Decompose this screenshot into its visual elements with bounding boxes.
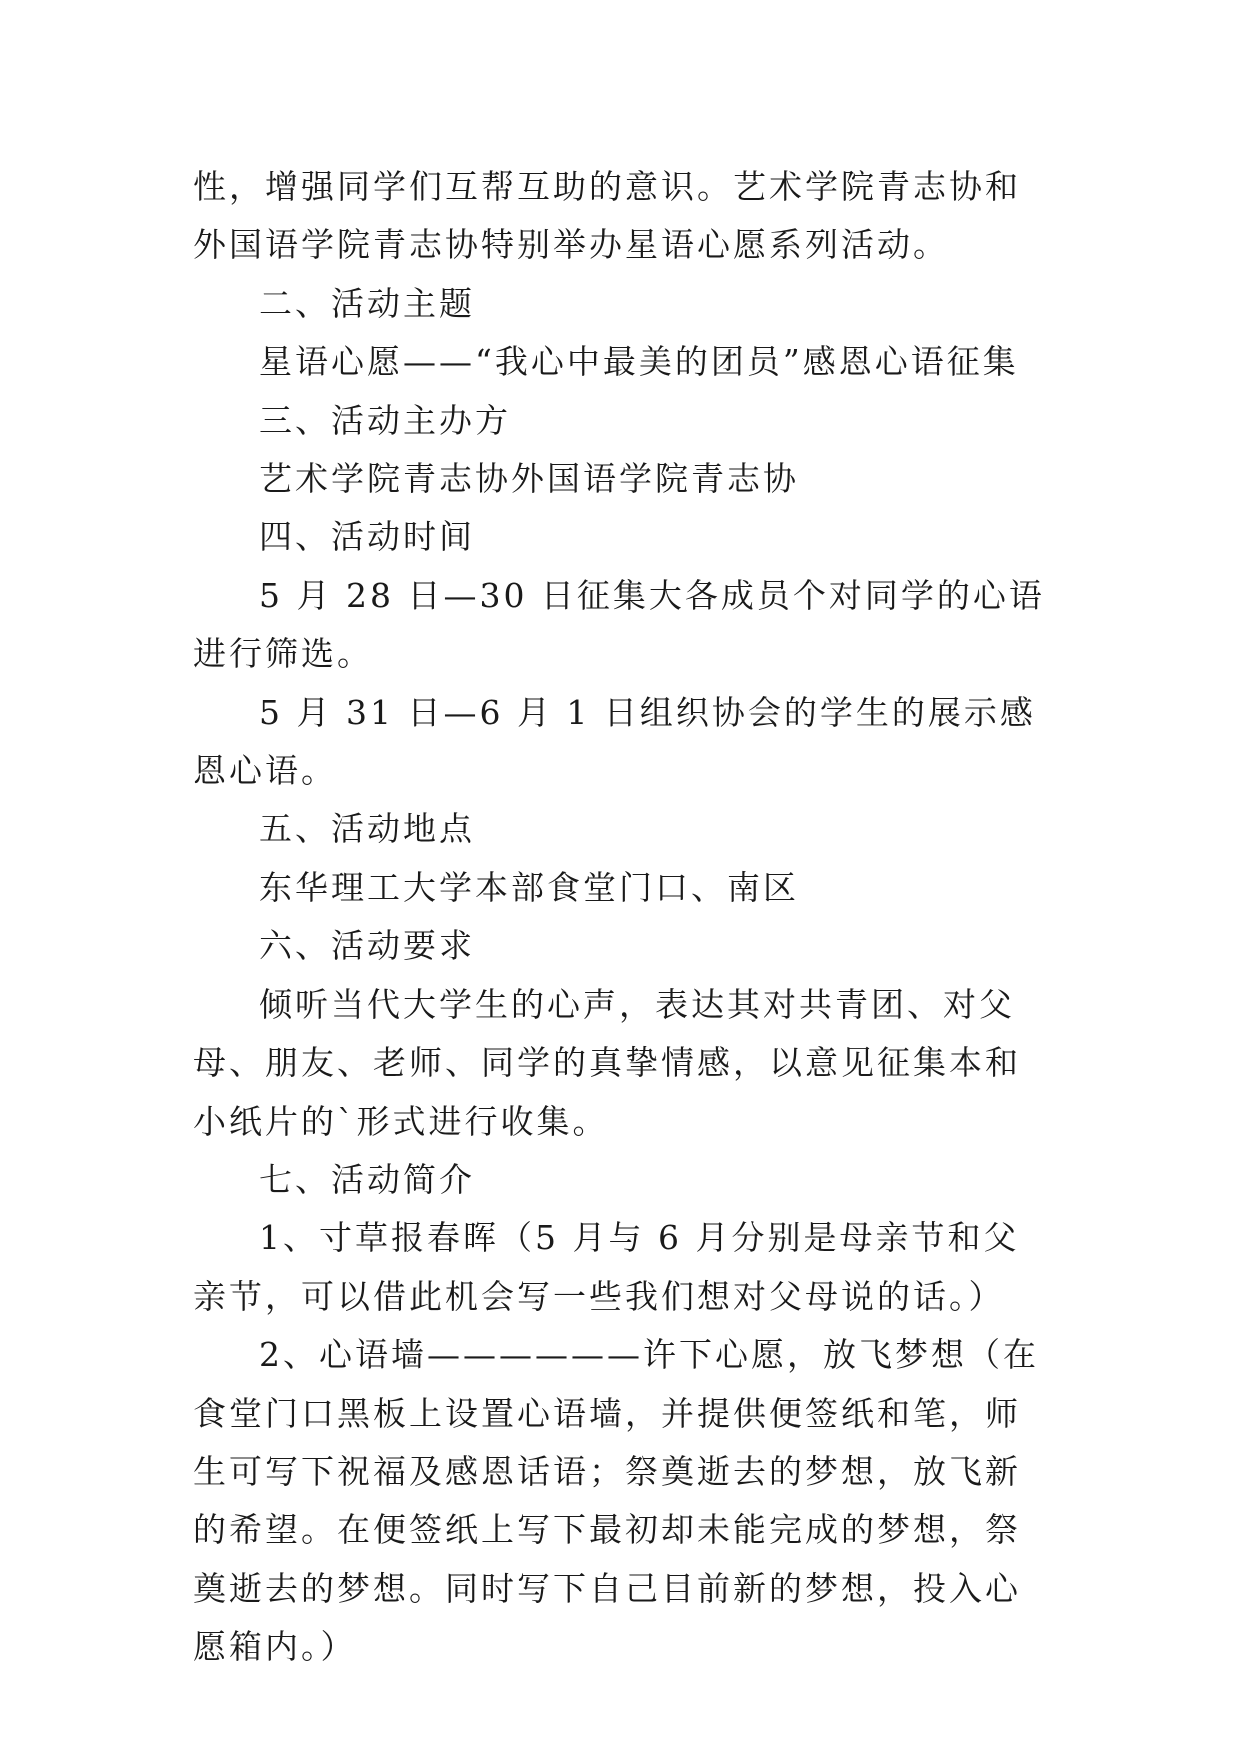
heading-activity-location: 五、活动地点	[259, 809, 475, 849]
paragraph-time-collection: 5 月 28 日—30 日征集大各成员个对同学的心语进行筛选。	[193, 575, 1045, 674]
heading-activity-requirements: 六、活动要求	[259, 926, 475, 966]
paragraph-organizer: 艺术学院青志协外国语学院青志协	[259, 459, 799, 499]
paragraph-activity-theme: 星语心愿——“我心中最美的团员”感恩心语征集	[259, 342, 1019, 382]
heading-organizer: 三、活动主办方	[259, 400, 511, 440]
paragraph-requirements: 倾听当代大学生的心声，表达其对共青团、对父母、朋友、老师、同学的真挚情感，以意见征集本和小纸片的`形式进行收集。	[193, 984, 1021, 1141]
heading-activity-intro: 七、活动简介	[259, 1159, 475, 1199]
heading-activity-theme: 二、活动主题	[259, 283, 475, 323]
paragraph-intro-continuation: 性，增强同学们互帮互助的意识。艺术学院青志协和外国语学院青志协特别举办星语心愿系列活动。	[193, 167, 1021, 265]
paragraph-location: 东华理工大学本部食堂门口、南区	[259, 867, 799, 907]
paragraph-intro-item-2: 2、心语墙——————许下心愿，放飞梦想（在食堂门口黑板上设置心语墙，并提供便签纸和笔，师生可写下祝福及感恩话语；祭奠逝去的梦想，放飞新的希望。在便签纸上写下最初却未能完成的梦想，祭奠逝去的梦想。同时写下自己目前新的梦想，投入心愿箱内。）	[193, 1335, 1039, 1667]
document-body	[193, 158, 1053, 1677]
paragraph-time-display: 5 月 31 日—6 月 1 日组织协会的学生的展示感恩心语。	[193, 692, 1036, 791]
heading-activity-time: 四、活动时间	[259, 517, 475, 557]
paragraph-intro-item-1: 1、寸草报春晖（5 月与 6 月分别是母亲节和父亲节，可以借此机会写一些我们想对父母说的话。）	[193, 1218, 1020, 1316]
